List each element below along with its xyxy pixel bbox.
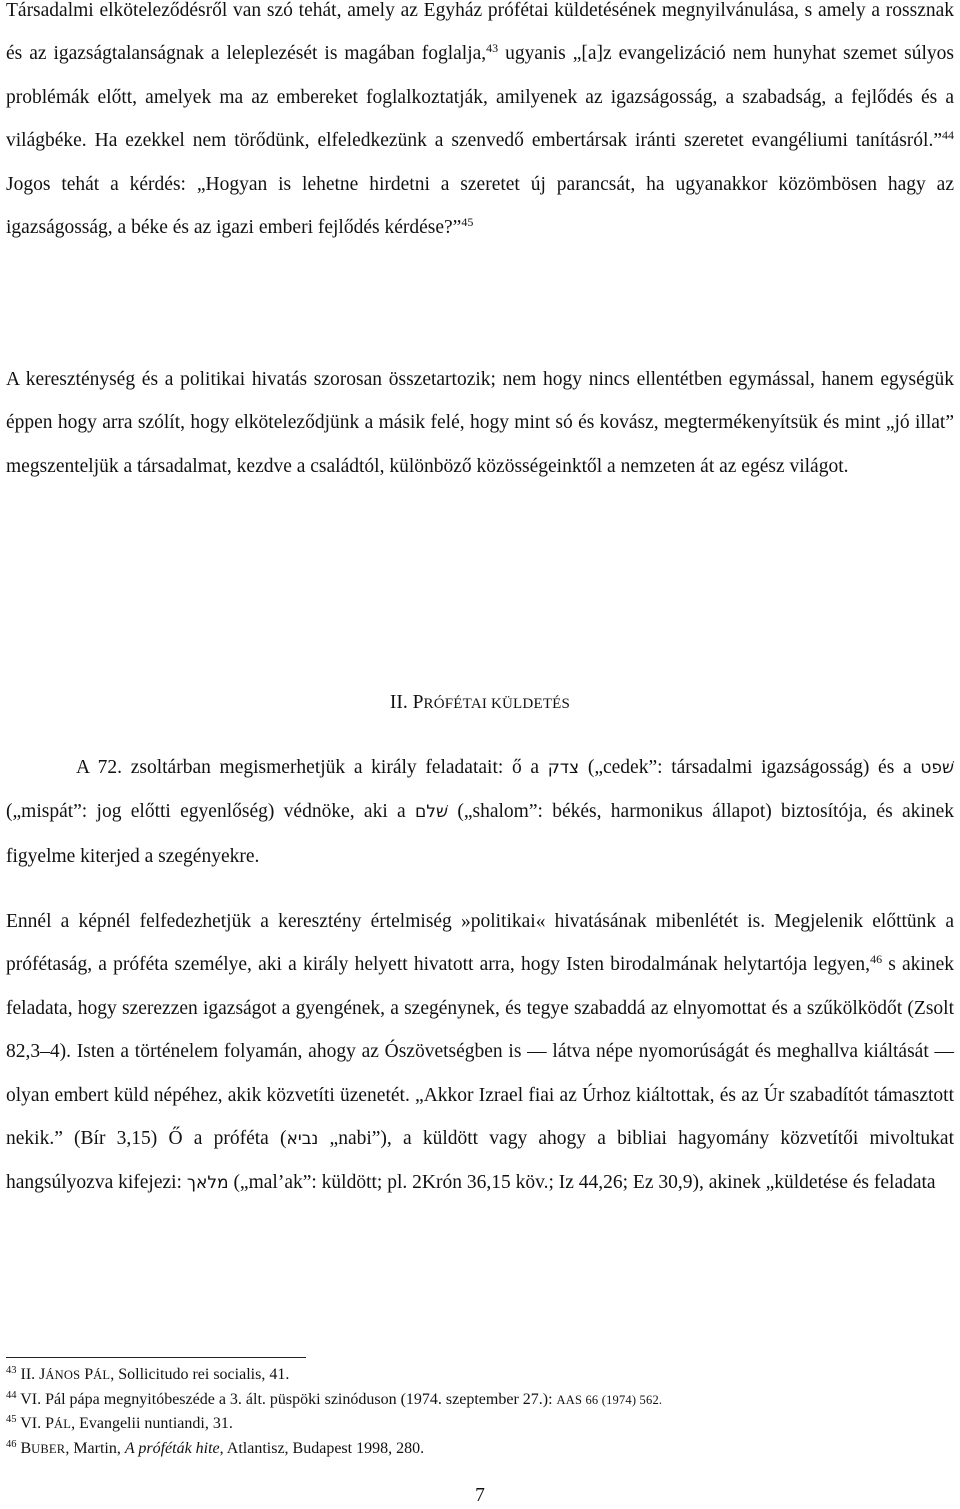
page-number: 7 — [475, 1485, 485, 1506]
footnote-text: VI. Pál pápa megnyitóbeszéde a 3. ált. püspöki szinóduson (1974. szeptember 27.): — [20, 1390, 557, 1408]
paragraph-3-text-d: („shalom”: békés, harmonikus állapot) biztosítója, és akinek figyelme kiterjed a szegényekre. — [6, 801, 954, 867]
paragraph-1-text-c: Jogos tehát a kérdés: „Hogyan is lehetne hirdetni a szeretet új parancsát, ha ugyanakkor közömbösen hagy az igazságosság, a béke és az igazi emberi fejlődés kérdése?” — [6, 173, 954, 239]
footnote-text-smallcaps: ÁNOS — [45, 1368, 81, 1382]
footnote-ref-46[interactable]: 46 — [870, 952, 883, 967]
paragraph-4-text-c: „nabi”), a küldött vagy ahogy a bibliai hagyomány közvetítői mivoltukat hangsúlyozva kifejezi: — [6, 1128, 954, 1194]
footnote-text: P — [80, 1366, 94, 1383]
footnote-text: , Sollicitudo rei socialis, 41. — [110, 1366, 290, 1383]
paragraph-1-text-a: Társadalmi elköteleződésről van szó tehát, amely az Egyház prófétai küldetésének megnyilvánulása, s amely a rossznak és az igazságtalanságnak a leleplezését is magában foglalja, — [6, 0, 954, 65]
book-title: A próféták hite — [124, 1439, 220, 1457]
section-number: II. — [389, 692, 408, 713]
footnote-text: , Evangelii nuntiandi, 31. — [71, 1415, 233, 1432]
paragraph-3-text-c: („mispát”: jog előtti egyenlőség) védnöke, aki a — [6, 801, 416, 823]
hebrew-word-mispat: שׁפט — [920, 758, 954, 778]
paragraph-2: A kereszténység és a politikai hivatás szorosan összetartozik; nem hogy nincs ellentétben egymással, hanem egységük éppen hogy arra szólít, hogy elköteleződjünk a másik felé, hogy mint só és kovász, megtermékenyítsük és mint „jó illat” megszenteljük a társadalmat, kezdve a családtól, különböző közösségeinktől a nemzeten át az egész világot. — [6, 369, 954, 477]
footnote-44 — [6, 1388, 954, 1413]
footnote-text-smallcaps: UBER — [31, 1441, 66, 1456]
paragraph-3 — [6, 746, 954, 878]
hebrew-word-shalom: שׁלם — [415, 802, 449, 823]
paragraph-3-text-a: A 72. zsoltárban megismerhetjük a király feladatait: ő a — [76, 757, 548, 778]
footnote-ref-43[interactable]: 43 — [486, 41, 499, 56]
paragraph-4-text-b: s akinek feladata, hogy szerezzen igazságot a gyengének, a szegénynek, és tegye szabaddá az elnyomottat és a szűkölködőt (Zsolt 82,3–4). Isten a történelem folyamán, ahogy az Ószövetségben is — látva népe nyomorúságát és meghallva kiáltását — olyan embert küld népéhez, akik közvetíti üzenetét. „Akkor Izrael fiai az Úrhoz kiáltottak, és az Úr szabadítót támasztott nekik.” (Bír 3,15) Ő a próféta ( — [6, 954, 954, 1150]
footnote-number: 44 — [6, 1389, 17, 1401]
footnote-separator — [6, 1357, 306, 1358]
footnote-43 — [6, 1363, 954, 1388]
section-title: RÓFÉTAI KÜLDETÉS — [423, 696, 571, 712]
footnotes — [6, 1363, 954, 1461]
footnote-45 — [6, 1412, 954, 1437]
footnote-text-smallcaps: ÁL — [93, 1368, 111, 1382]
footnote-text: B — [20, 1439, 32, 1457]
footnote-text: VI. P — [20, 1415, 54, 1432]
paragraph-1-text-b: ugyanis „[a]z evangelizáció nem hunyhat szemet súlyos problémák előtt, amelyek ma az embereket foglalkoztatják, amilyenek az igazságosság, a szabadság, a fejlődés és a világbéke. Ha ezekkel nem törődünk, elfeledkezünk a szenvedő embertársak iránti szeretet evangéliumi tanításról.” — [6, 43, 954, 152]
section-title-initial: P — [412, 692, 424, 713]
footnote-ref-44[interactable]: 44 — [942, 128, 954, 143]
footnote-text: , Atlantisz, Budapest 1998, 280. — [219, 1439, 425, 1457]
hebrew-word-cedek: צדק — [547, 758, 580, 778]
paragraph-3-text-b: („cedek”: társadalmi igazságosság) és a — [579, 757, 921, 778]
footnote-text: , Martin, — [65, 1439, 125, 1457]
footnote-text-smallcaps: AAS 66 (1974) 562. — [556, 1392, 663, 1407]
hebrew-word-malak: מלאך — [186, 1173, 229, 1194]
footnote-text: II. J — [20, 1366, 46, 1383]
paragraph-4-text-d: („mal’ak”: küldött; pl. 2Krón 36,15 köv.; Iz 44,26; Ez 30,9), akinek „küldetése és feladata — [228, 1172, 936, 1194]
footnote-text-smallcaps: ÁL — [54, 1417, 72, 1431]
footnote-ref-45[interactable]: 45 — [461, 214, 474, 229]
footnote-number: 43 — [6, 1365, 17, 1377]
section-heading — [6, 688, 954, 719]
hebrew-word-nabi: נביא — [286, 1129, 319, 1150]
footnote-46 — [6, 1437, 954, 1462]
paragraph-4-text-a: Ennél a képnél felfedezhetjük a keresztény értelmiség »politikai« hivatásának mibenlétét is. Megjelenik előttünk a prófétaság, a próféta személye, aki a király helyett hivatott arra, hogy Isten birodalmának helytartója legyen, — [6, 911, 954, 976]
footnote-number: 45 — [6, 1414, 17, 1426]
footnote-number: 46 — [6, 1438, 17, 1450]
paragraph-4 — [6, 900, 954, 1206]
paragraph-1 — [6, 0, 954, 249]
